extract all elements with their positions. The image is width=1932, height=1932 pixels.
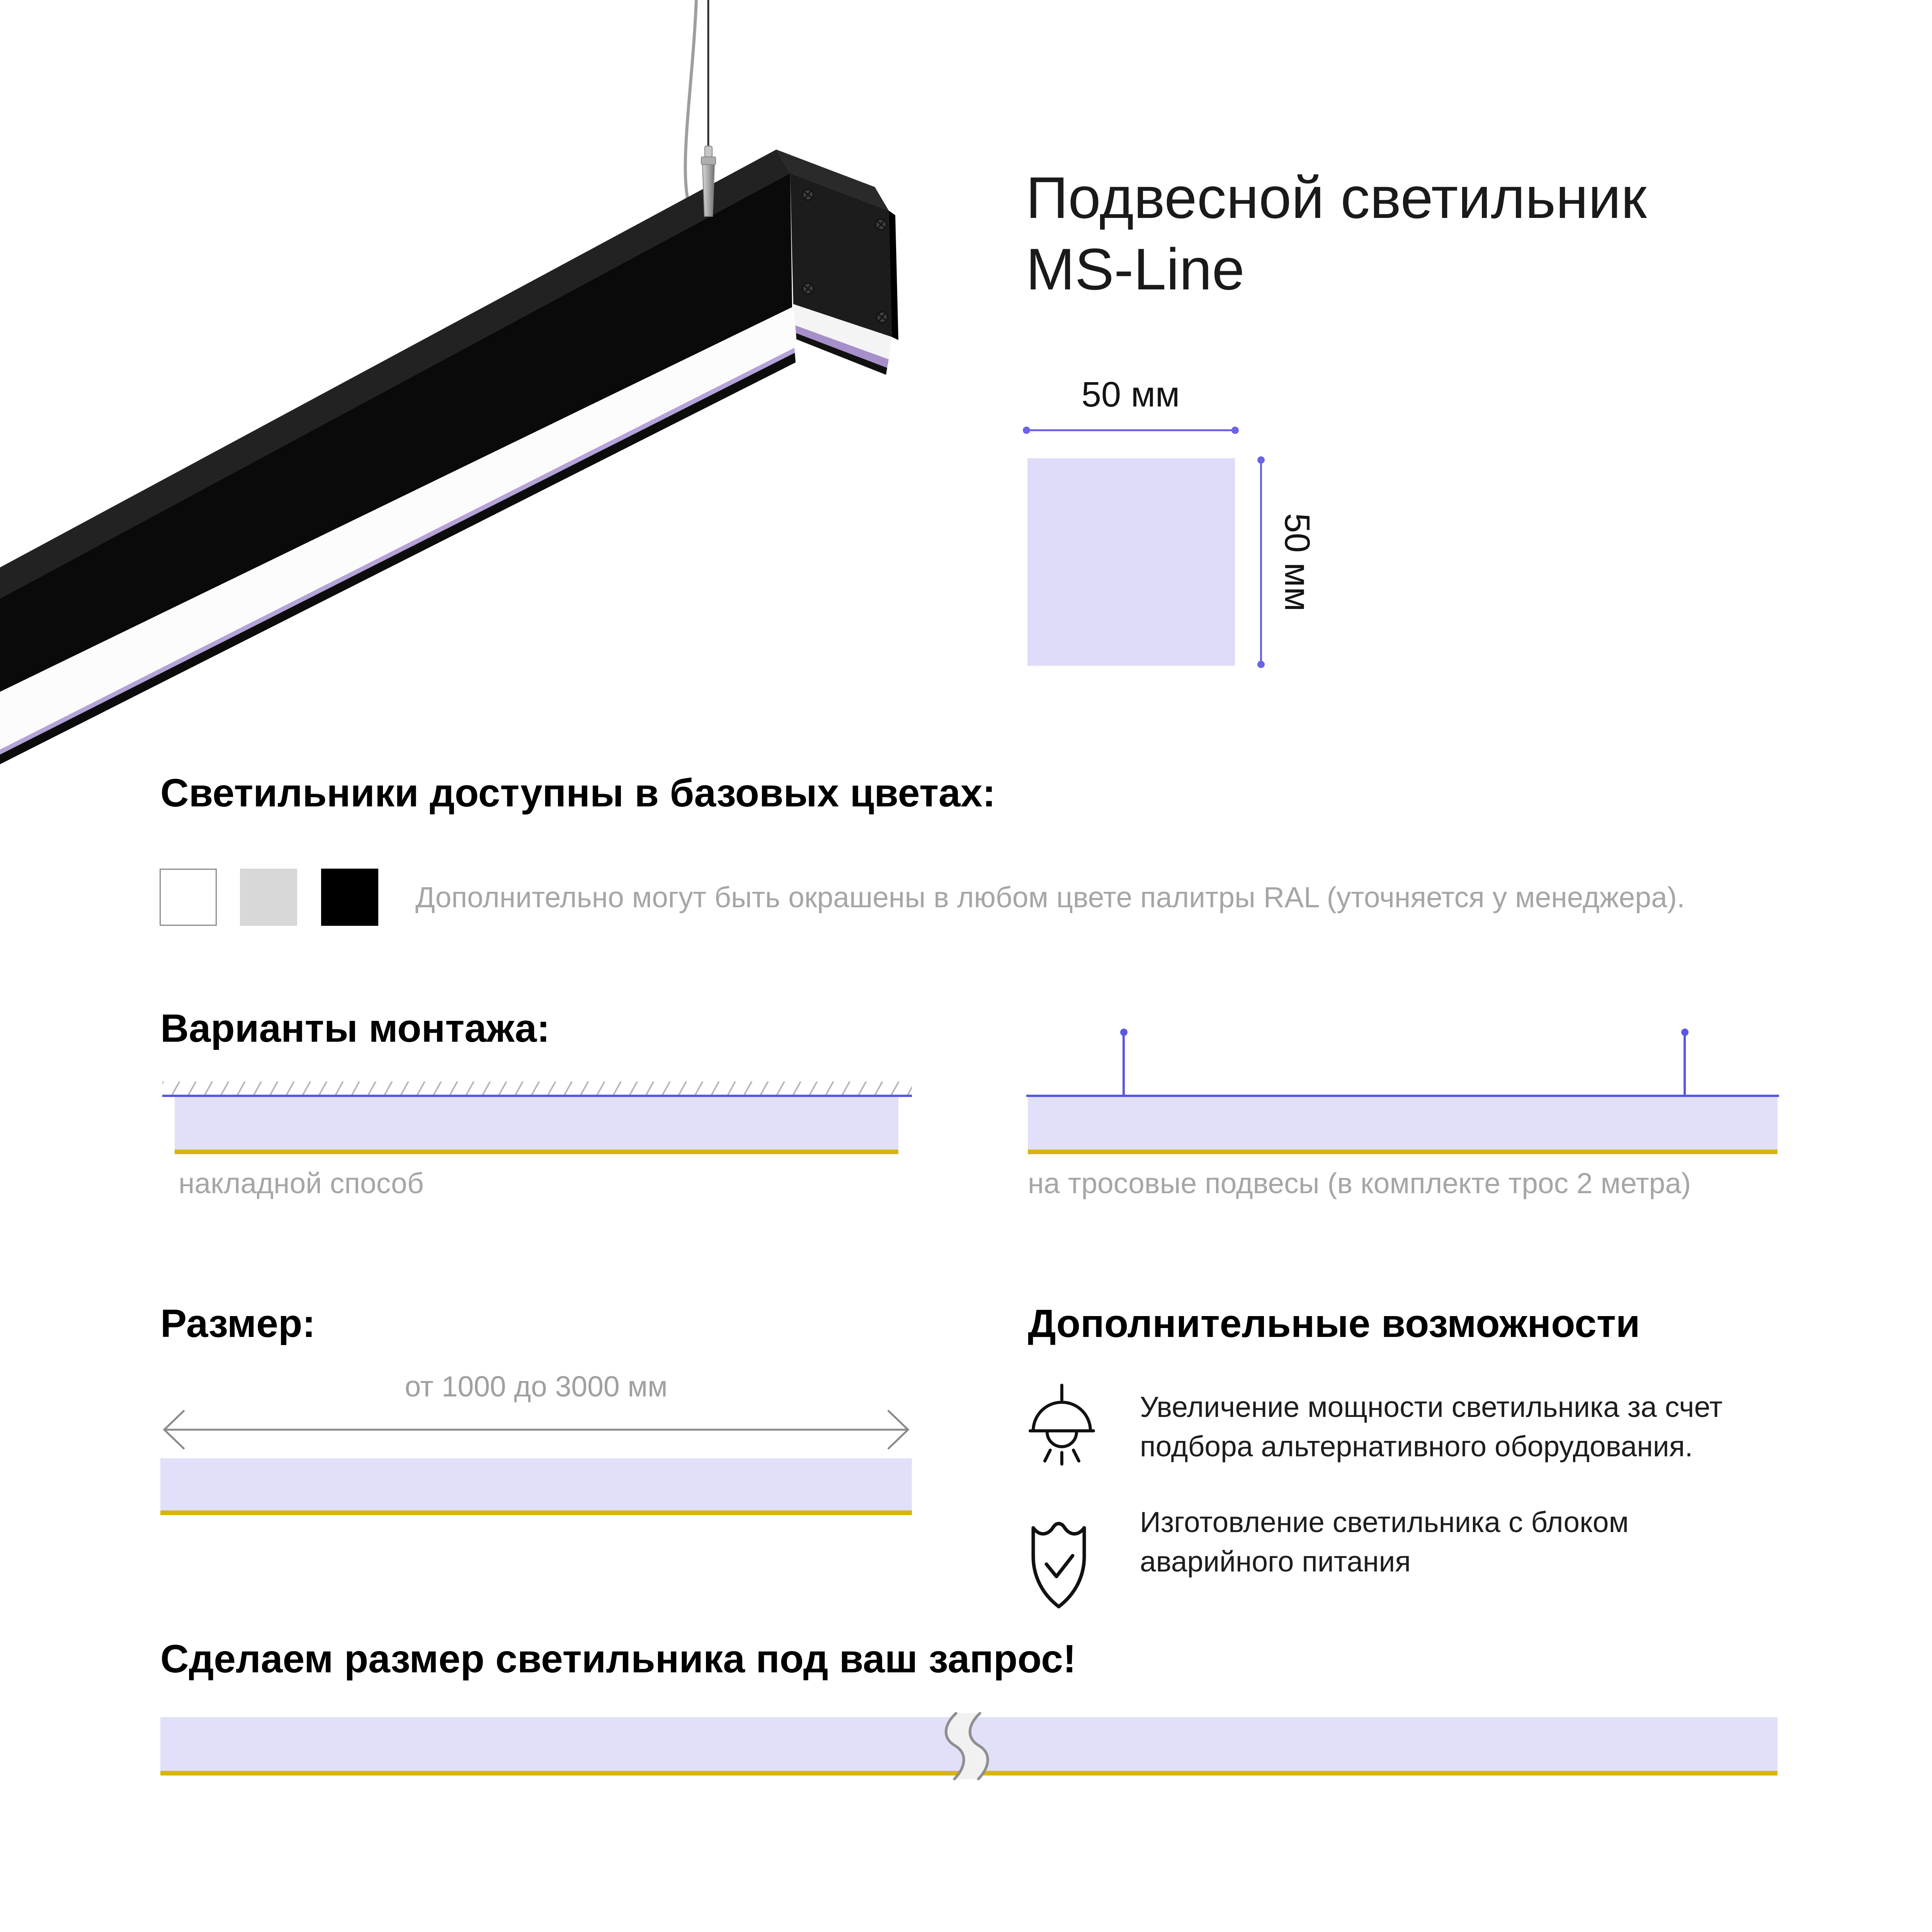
suspension-dot [1681, 1029, 1689, 1036]
ral-note: Дополнительно могут быть окрашены в любом цвете палитры RAL (уточняется у менеджера). [415, 881, 1685, 913]
color-swatch-white [160, 869, 217, 926]
height-dimension-line [1260, 459, 1262, 665]
ceiling-hatch [162, 1082, 912, 1095]
mounting-section-heading: Варианты монтажа: [160, 1006, 550, 1050]
suspension-wire [1122, 1034, 1125, 1096]
feature-text-power: Увеличение мощности светильника за счет подбора альтернативного оборудования. [1140, 1391, 1723, 1463]
size-section-heading: Размер: [160, 1301, 316, 1345]
dimension-dot [1257, 456, 1265, 464]
surface-mount-luminaire [175, 1097, 898, 1154]
mounting-caption-suspended: на тросовые подвесы (в комплекте трос 2 метра) [1028, 1167, 1691, 1199]
custom-size-heading: Сделаем размер светильника под ваш запрос! [160, 1637, 1076, 1681]
break-mark [927, 1704, 1000, 1789]
width-dimension-line [1026, 429, 1235, 431]
features-section-heading: Дополнительные возможности [1028, 1301, 1640, 1345]
dimension-dot [1257, 661, 1265, 668]
shield-check-icon [1029, 1519, 1095, 1615]
pendant-lamp-photo [0, 0, 927, 850]
title-line1: Подвесной светильник [1026, 165, 1647, 231]
size-range-label: от 1000 до 3000 мм [405, 1370, 668, 1403]
size-range-arrow [160, 1406, 913, 1453]
suspension-wire [1684, 1034, 1686, 1096]
color-swatch-black [321, 869, 378, 926]
suspension-dot [1120, 1029, 1128, 1036]
colors-section-heading: Светильники доступны в базовых цветах: [160, 771, 996, 815]
title-line2: MS-Line [1026, 236, 1245, 302]
page-title [1026, 162, 1647, 305]
size-luminaire-bar [160, 1458, 912, 1515]
color-swatch-gray [240, 869, 297, 926]
mounting-caption-surface: накладной способ [179, 1167, 424, 1199]
width-dimension-label: 50 мм [1081, 375, 1180, 414]
dimension-dot [1023, 427, 1030, 434]
dimension-dot [1231, 427, 1239, 434]
suspension-cable-slack [685, 0, 696, 221]
height-dimension-label: 50 мм [1277, 513, 1317, 612]
suspended-mount-luminaire [1028, 1097, 1777, 1154]
feature-text-emergency: Изготовление светильника с блоком аварийного питания [1140, 1506, 1629, 1578]
profile-cross-section [1027, 458, 1235, 666]
profile-front-face [0, 173, 792, 697]
lamp-icon [1028, 1381, 1097, 1470]
